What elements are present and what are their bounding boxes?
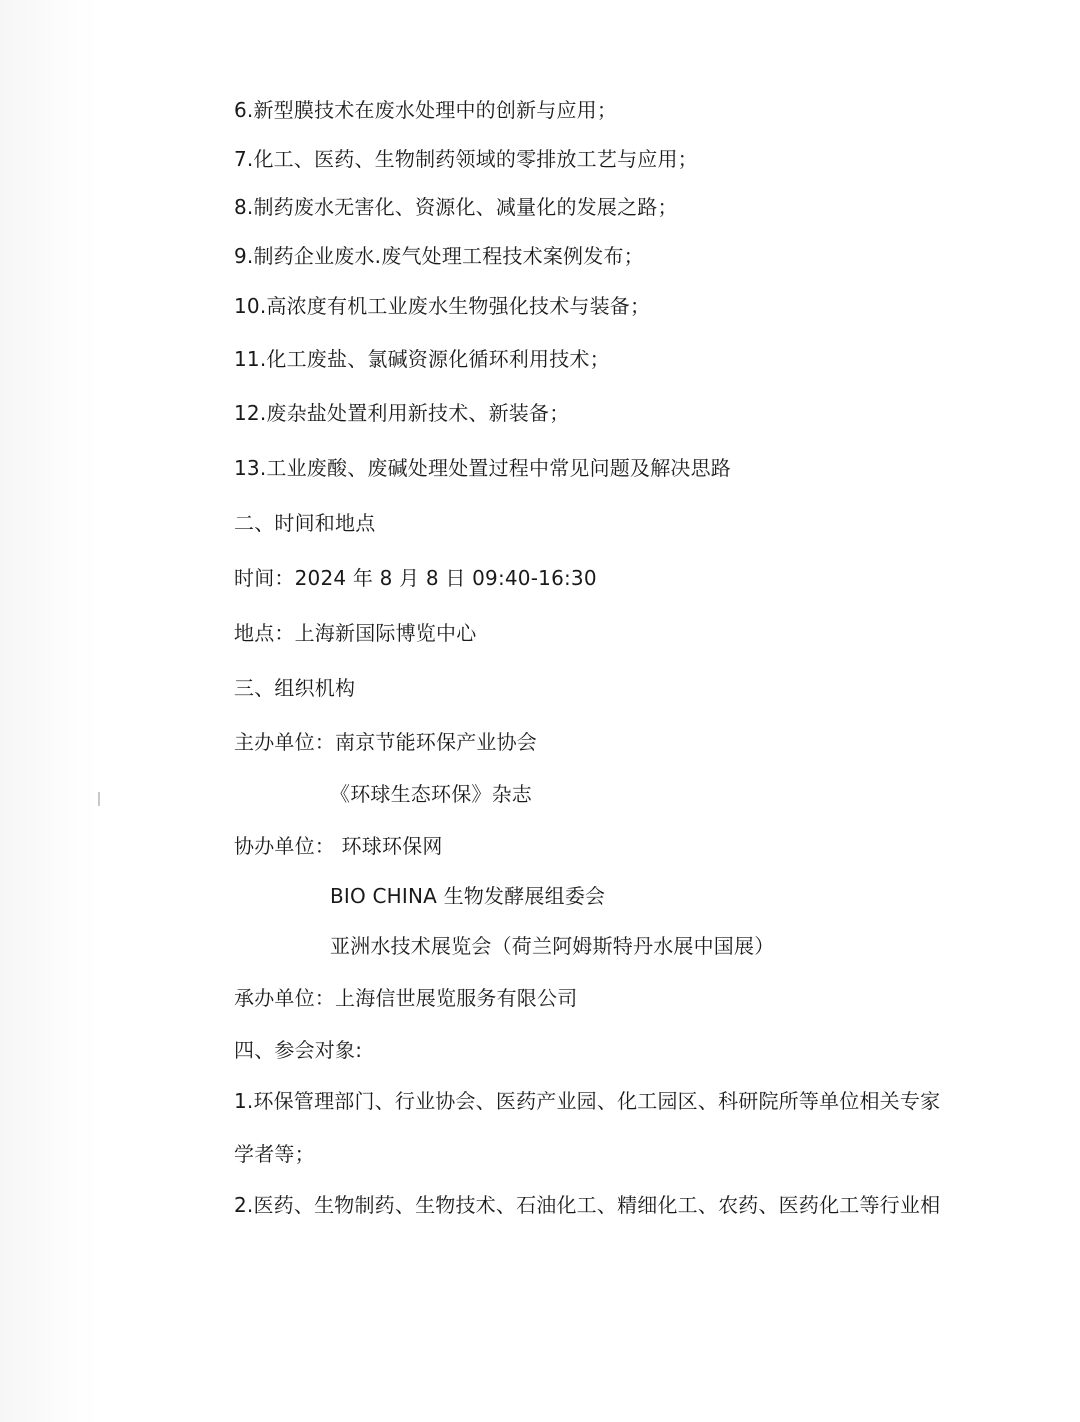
topic-item-13: 13.工业废酸、废碱处理处置过程中常见问题及解决思路 bbox=[234, 456, 732, 480]
topic-item-12: 12.废杂盐处置利用新技术、新装备； bbox=[234, 401, 570, 425]
event-time: 时间：2024 年 8 月 8 日 09:40-16:30 bbox=[234, 566, 597, 590]
participant-item-1-cont: 学者等； bbox=[234, 1142, 315, 1166]
scan-margin-shade bbox=[0, 0, 100, 1422]
host-unit: 主办单位：南京节能环保产业协会 bbox=[234, 730, 537, 754]
topic-item-7: 7.化工、医药、生物制药领域的零排放工艺与应用； bbox=[234, 147, 698, 171]
co-organizer-2: BIO CHINA 生物发酵展组委会 bbox=[330, 884, 606, 908]
participant-item-2: 2.医药、生物制药、生物技术、石油化工、精细化工、农药、医药化工等行业相 bbox=[234, 1193, 941, 1217]
host-unit-2: 《环球生态环保》杂志 bbox=[330, 782, 532, 806]
co-organizer-unit: 协办单位： 环球环保网 bbox=[234, 834, 443, 858]
topic-item-8: 8.制药废水无害化、资源化、减量化的发展之路； bbox=[234, 195, 678, 219]
topic-item-11: 11.化工废盐、氯碱资源化循环利用技术； bbox=[234, 347, 610, 371]
co-organizer-3: 亚洲水技术展览会（荷兰阿姆斯特丹水展中国展） bbox=[330, 934, 775, 958]
topic-item-9: 9.制药企业废水.废气处理工程技术案例发布； bbox=[234, 244, 644, 268]
section-heading-participants: 四、参会对象: bbox=[234, 1038, 363, 1062]
organizing-unit: 承办单位：上海信世展览服务有限公司 bbox=[234, 986, 578, 1010]
scan-mark bbox=[98, 792, 100, 806]
participant-item-1: 1.环保管理部门、行业协会、医药产业园、化工园区、科研院所等单位相关专家 bbox=[234, 1089, 941, 1113]
event-place: 地点：上海新国际博览中心 bbox=[234, 621, 477, 645]
topic-item-10: 10.高浓度有机工业废水生物强化技术与装备； bbox=[234, 294, 651, 318]
section-heading-time-place: 二、时间和地点 bbox=[234, 511, 376, 535]
topic-item-6: 6.新型膜技术在废水处理中的创新与应用； bbox=[234, 98, 618, 122]
section-heading-organizers: 三、组织机构 bbox=[234, 676, 356, 700]
